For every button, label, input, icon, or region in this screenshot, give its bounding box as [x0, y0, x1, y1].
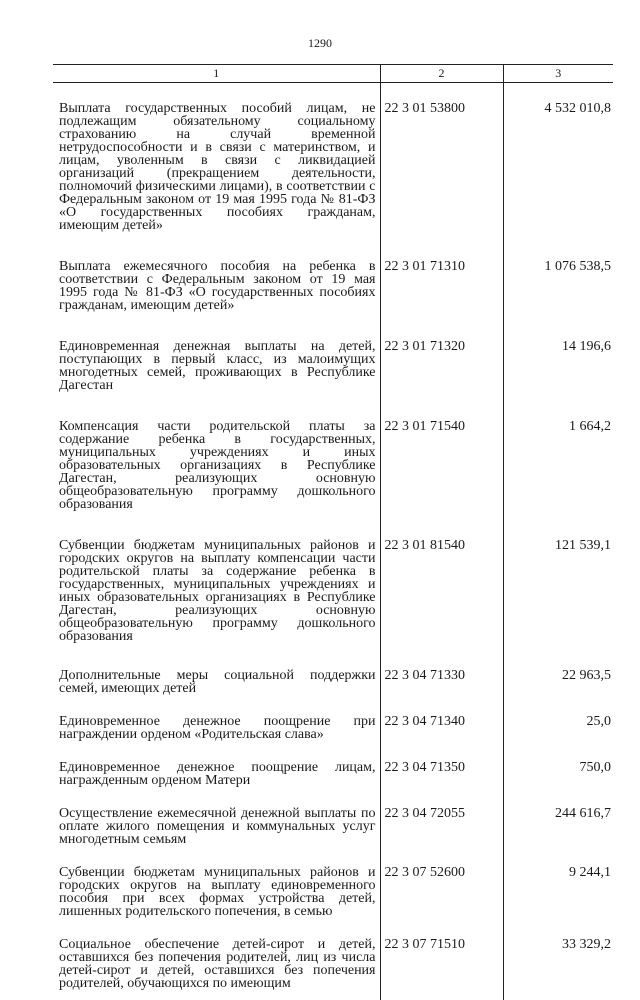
- row-amount: 14 196,6: [503, 326, 613, 406]
- row-name: Социальное обеспечение детей-сирот и детей, оставшихся без попечения родителей, лиц из числа детей-сирот и детей, оставшихся без попечения родителей, обучающихся по имеющим: [59, 937, 376, 991]
- row-name: Осуществление ежемесячной денежной выплаты по оплате жилого помещения и коммунальных услуг многодетным семьям: [59, 806, 376, 847]
- table-row: [53, 246, 613, 326]
- row-amount: 244 616,7: [503, 797, 613, 856]
- table-row: [53, 657, 613, 705]
- row-code: 22 3 04 71350: [380, 751, 503, 797]
- row-name: Субвенции бюджетам муниципальных районов и городских округов на выплату компенсации части родительской платы за содержание ребенка в государственных, муниципальных учреждениях и иных образовательных организациях в Республике Дагестан, реализующих основную общеобразовательную программу дошкольного образования: [59, 538, 376, 644]
- table-row: [53, 797, 613, 856]
- row-name: Дополнительные меры социальной поддержки семей, имеющих детей: [59, 668, 376, 696]
- column-header-1: 1: [53, 65, 380, 83]
- row-code: 22 3 07 52600: [380, 856, 503, 928]
- row-code: 22 3 01 71310: [380, 246, 503, 326]
- row-name: Выплата государственных пособий лицам, не подлежащим обязательному социальному страхованию на случай временной нетрудоспособности и в связи с материнством, и лицам, уволенным в связи с ликвидацией организаций (прекращением деятельности, полномочий физическими лицами), в соответствии с Федеральным законом от 19 мая 1995 года № 81-ФЗ «О государственных пособиях гражданам, имеющим детей»: [59, 101, 376, 233]
- row-code: 22 3 01 71540: [380, 406, 503, 525]
- table-row: [53, 751, 613, 797]
- table-row: [53, 525, 613, 657]
- table-row: [53, 326, 613, 406]
- row-name: Единовременное денежное поощрение при награждении орденом «Родительская слава»: [59, 714, 376, 742]
- row-amount: 22 963,5: [503, 657, 613, 705]
- row-amount: 1 076 538,5: [503, 246, 613, 326]
- table-row: [53, 705, 613, 751]
- table-row: [53, 856, 613, 928]
- row-amount: 25,0: [503, 705, 613, 751]
- row-amount: 1 664,2: [503, 406, 613, 525]
- row-name: Единовременное денежное поощрение лицам, награжденным орденом Матери: [59, 760, 376, 788]
- column-header-2: 2: [380, 65, 503, 83]
- row-code: 22 3 04 71340: [380, 705, 503, 751]
- row-name: Выплата ежемесячного пособия на ребенка в соответствии с Федеральным законом от 19 мая 1995 года № 81-ФЗ «О государственных пособиях гражданам, имеющим детей»: [59, 259, 376, 313]
- budget-table: [53, 64, 613, 1000]
- table-row: [53, 83, 613, 247]
- page-number: 1290: [308, 36, 332, 50]
- row-code: 22 3 07 71510: [380, 928, 503, 1000]
- row-name: Субвенции бюджетам муниципальных районов и городских округов на выплату единовременного пособия при всех формах устройства детей, лишенных родительского попечения, в семью: [59, 865, 376, 919]
- row-amount: 4 532 010,8: [503, 83, 613, 247]
- row-amount: 750,0: [503, 751, 613, 797]
- row-code: 22 3 01 71320: [380, 326, 503, 406]
- row-amount: 121 539,1: [503, 525, 613, 657]
- table-row: [53, 406, 613, 525]
- column-header-3: 3: [503, 65, 613, 83]
- table-row: [53, 928, 613, 1000]
- row-code: 22 3 01 53800: [380, 83, 503, 247]
- row-amount: 9 244,1: [503, 856, 613, 928]
- row-name: Единовременная денежная выплаты на детей, поступающих в первый класс, из малоимущих многодетных семей, проживающих в Республике Дагестан: [59, 339, 376, 393]
- table-header-row: [53, 65, 613, 83]
- row-amount: 33 329,2: [503, 928, 613, 1000]
- row-code: 22 3 01 81540: [380, 525, 503, 657]
- row-name: Компенсация части родительской платы за содержание ребенка в государственных, муниципальных учреждениях и иных образовательных организациях в Республике Дагестан, реализующих основную общеобразовательную программу дошкольного образования: [59, 419, 376, 512]
- row-code: 22 3 04 71330: [380, 657, 503, 705]
- row-code: 22 3 04 72055: [380, 797, 503, 856]
